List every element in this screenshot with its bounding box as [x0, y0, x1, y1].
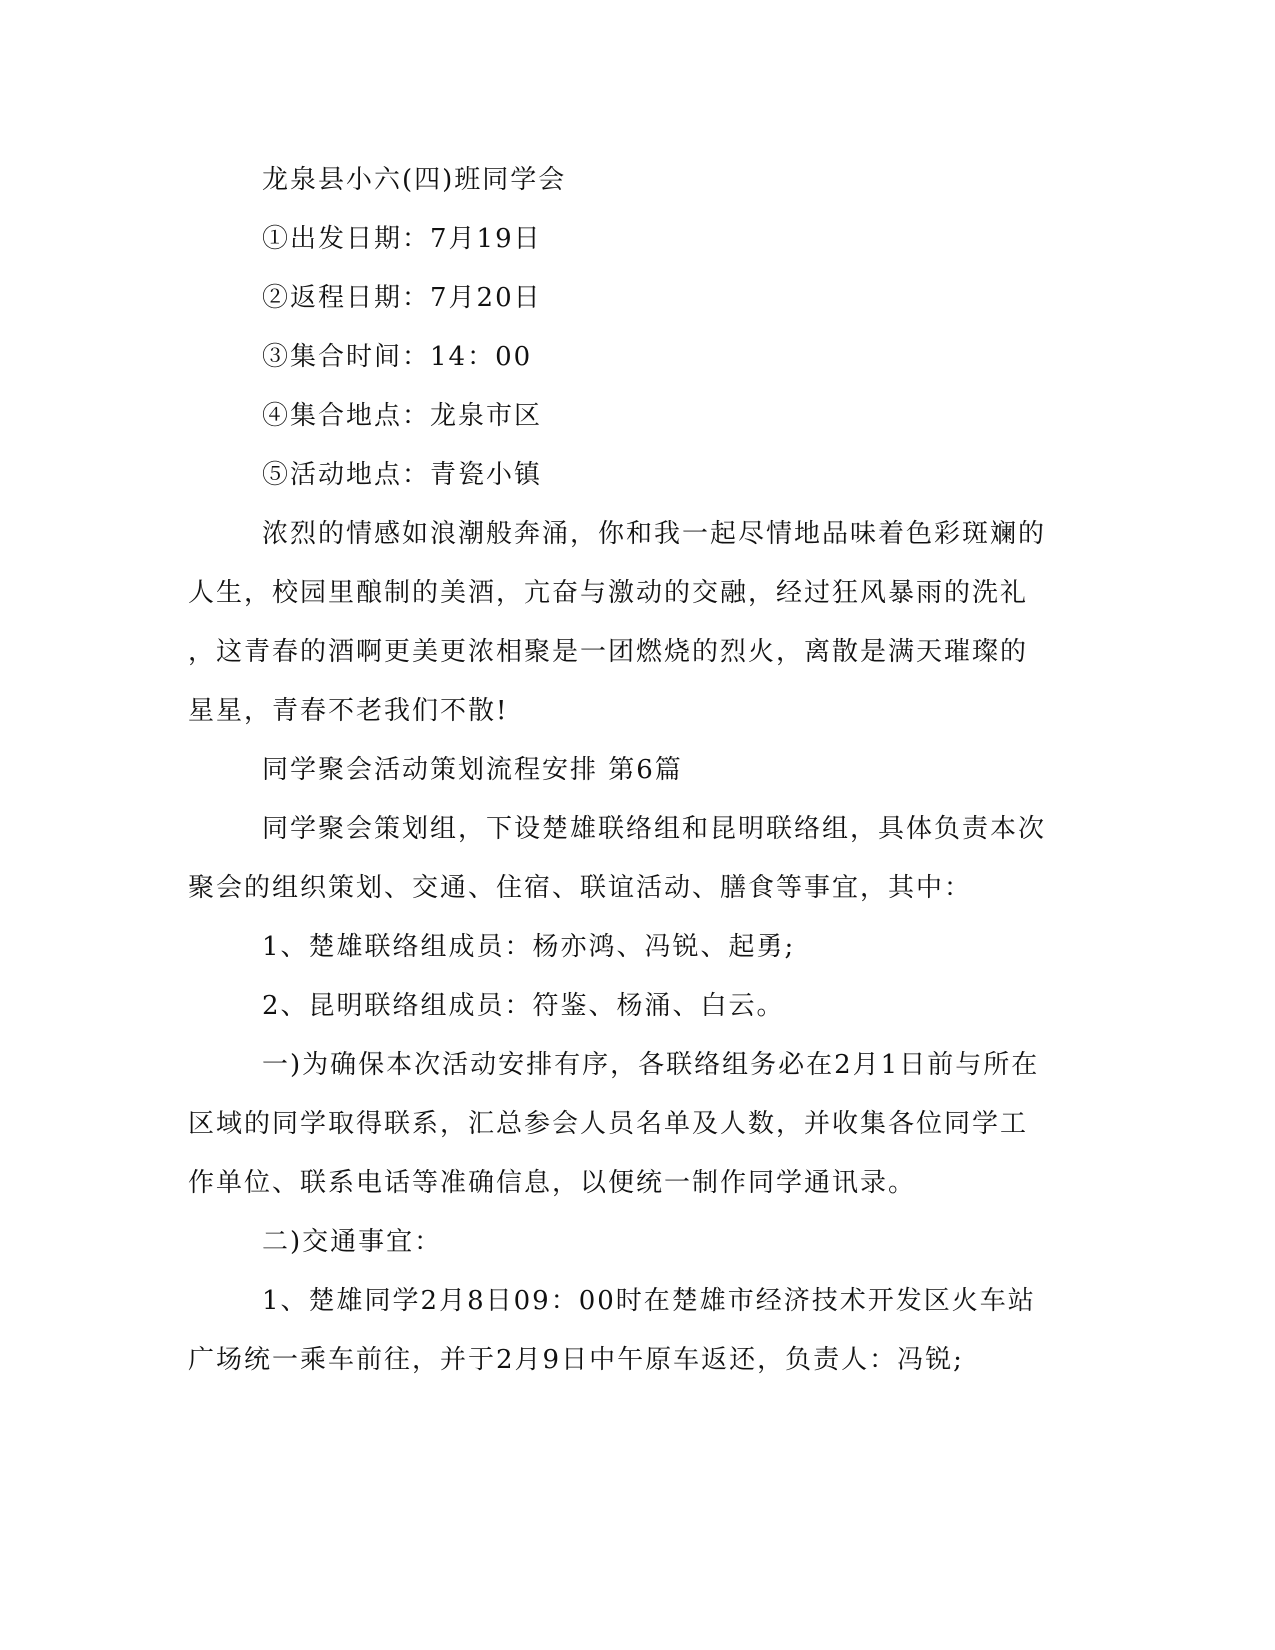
return-date: ②返程日期：7月20日 [262, 283, 542, 313]
paragraph-line: 作单位、联系电话等准确信息，以便统一制作同学通讯录。 [188, 1168, 917, 1198]
paragraph-line: 人生，校园里酿制的美酒，亢奋与激动的交融，经过狂风暴雨的洗礼 [188, 578, 1029, 608]
list-item: 1、楚雄联络组成员：杨亦鸿、冯锐、起勇; [262, 932, 796, 962]
gathering-time: ③集合时间：14：00 [262, 342, 533, 372]
paragraph-line: 聚会的组织策划、交通、住宿、联谊活动、膳食等事宜，其中： [188, 873, 973, 903]
paragraph-line: ，这青春的酒啊更美更浓相聚是一团燃烧的烈火，离散是满天璀璨的 [188, 637, 1029, 667]
departure-date: ①出发日期：7月19日 [262, 224, 542, 254]
paragraph-line: 同学聚会策划组，下设楚雄联络组和昆明联络组，具体负责本次 [262, 814, 1047, 844]
paragraph-line: 广场统一乘车前往，并于2月9日中午原车返还，负责人：冯锐; [188, 1345, 964, 1375]
paragraph-line: 浓烈的情感如浪潮般奔涌，你和我一起尽情地品味着色彩斑斓的 [262, 519, 1047, 549]
gathering-place: ④集合地点：龙泉市区 [262, 401, 543, 431]
paragraph-line: 区域的同学取得联系，汇总参会人员名单及人数，并收集各位同学工 [188, 1109, 1029, 1139]
paragraph-line: 一)为确保本次活动安排有序，各联络组务必在2月1日前与所在 [262, 1050, 1040, 1080]
activity-place: ⑤活动地点：青瓷小镇 [262, 460, 543, 490]
list-item: 2、昆明联络组成员：符鉴、杨涌、白云。 [262, 991, 785, 1021]
paragraph-line: 星星，青春不老我们不散! [188, 696, 509, 726]
list-item: 1、楚雄同学2月8日09：00时在楚雄市经济技术开发区火车站 [262, 1286, 1036, 1316]
section-heading: 同学聚会活动策划流程安排 第6篇 [262, 755, 683, 785]
subsection-heading: 二)交通事宜： [262, 1227, 443, 1257]
class-reunion-title: 龙泉县小六(四)班同学会 [262, 165, 567, 195]
